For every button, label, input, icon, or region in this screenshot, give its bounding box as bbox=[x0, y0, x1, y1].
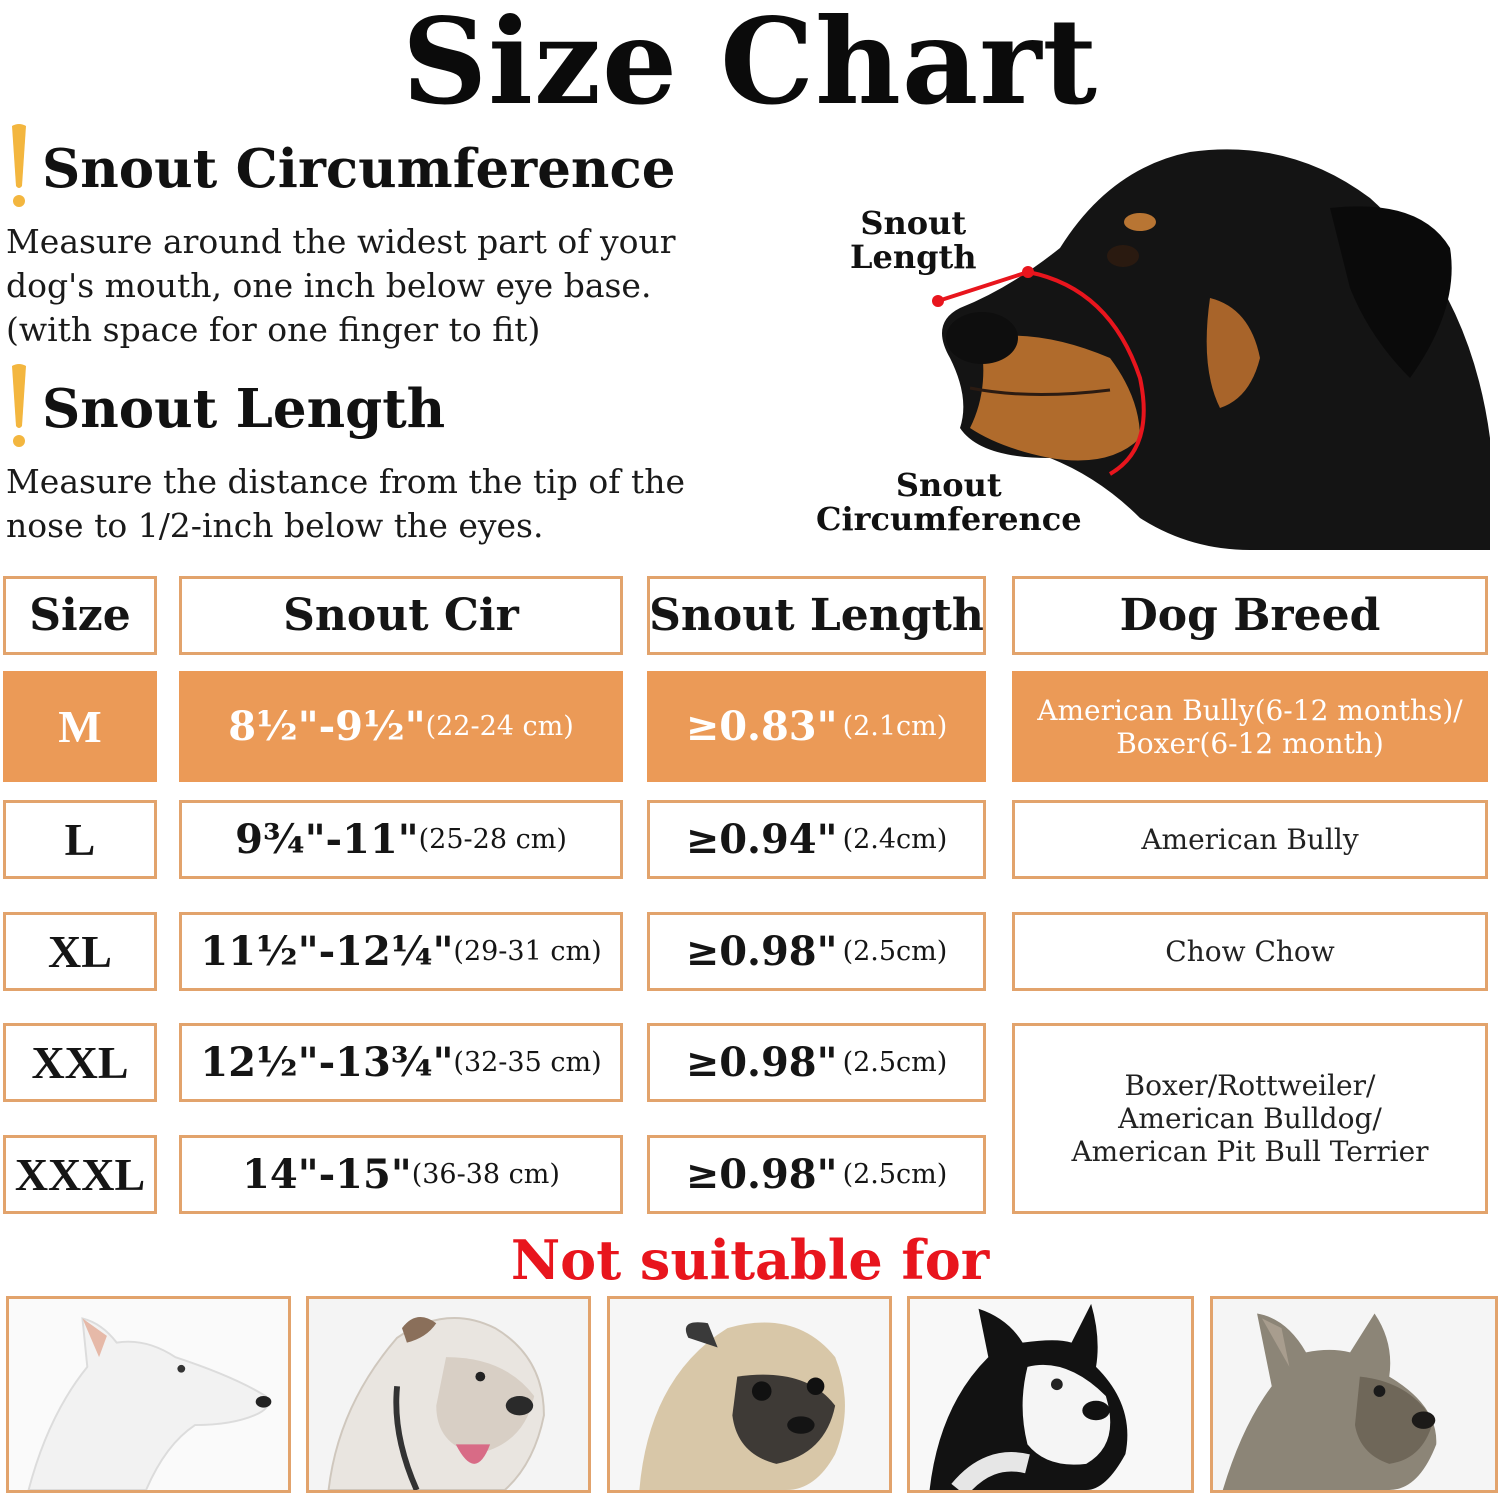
table-row-breed bbox=[1012, 912, 1488, 991]
size-value: XXXL bbox=[14, 1149, 146, 1200]
size-value: XL bbox=[48, 926, 112, 977]
table-row-length bbox=[647, 912, 986, 991]
circumference-instructions bbox=[6, 220, 676, 352]
breed-line: American Bully(6-12 months)/ bbox=[1037, 693, 1463, 727]
breed-line: Boxer(6-12 month) bbox=[1116, 726, 1384, 760]
size-value: XXL bbox=[31, 1037, 129, 1088]
label-line: Length bbox=[850, 238, 977, 276]
table-row-cir bbox=[179, 671, 623, 782]
table-row-size bbox=[3, 1135, 157, 1214]
table-row-cir bbox=[179, 912, 623, 991]
instruction-line: nose to 1/2-inch below the eyes. bbox=[6, 506, 544, 545]
length-cm: (2.5cm) bbox=[842, 1159, 948, 1190]
snout-circumference-label bbox=[816, 468, 1082, 536]
length-cm: (2.5cm) bbox=[842, 1047, 948, 1078]
table-row-length bbox=[647, 1023, 986, 1102]
table-row-size bbox=[3, 671, 157, 782]
header-label: Size bbox=[29, 590, 131, 641]
table-row-length bbox=[647, 671, 986, 782]
length-inches: ≥0.98" bbox=[685, 1039, 838, 1086]
table-row-size bbox=[3, 1023, 157, 1102]
label-line: Snout bbox=[895, 466, 1002, 504]
length-inches: ≥0.98" bbox=[685, 928, 838, 975]
length-inches: ≥0.83" bbox=[685, 703, 838, 750]
instruction-line: dog's mouth, one inch below eye base. bbox=[6, 266, 652, 305]
label-line: Circumference bbox=[816, 500, 1082, 538]
breed-line: American Pit Bull Terrier bbox=[1071, 1135, 1429, 1168]
length-cm: (2.4cm) bbox=[842, 824, 948, 855]
header-dog-breed bbox=[1012, 576, 1488, 655]
instruction-line: (with space for one finger to fit) bbox=[6, 310, 541, 349]
instruction-line: Measure the distance from the tip of the bbox=[6, 462, 686, 501]
table-row-size bbox=[3, 800, 157, 879]
cir-cm: (25-28 cm) bbox=[418, 824, 567, 855]
french-bulldog-photo bbox=[1210, 1296, 1498, 1493]
cir-inches: 12½"-13¾" bbox=[200, 1039, 454, 1086]
rottweiler-measurement-image bbox=[810, 138, 1500, 550]
table-row-breed bbox=[1012, 800, 1488, 879]
breed-line: Chow Chow bbox=[1165, 935, 1335, 968]
warning-icon bbox=[6, 122, 34, 210]
section-heading-circumference: Snout Circumference bbox=[42, 138, 676, 200]
table-row-cir bbox=[179, 800, 623, 879]
cir-cm: (32-35 cm) bbox=[453, 1047, 602, 1078]
table-row-cir bbox=[179, 1023, 623, 1102]
header-snout-length bbox=[647, 576, 986, 655]
table-merged-breed bbox=[1012, 1023, 1488, 1214]
header-label: Dog Breed bbox=[1119, 590, 1381, 641]
cir-inches: 14"-15" bbox=[242, 1151, 412, 1198]
size-value: M bbox=[58, 701, 102, 752]
header-snout-cir bbox=[179, 576, 623, 655]
pug-photo bbox=[607, 1296, 892, 1493]
length-inches: ≥0.98" bbox=[685, 1151, 838, 1198]
boston-terrier-photo bbox=[907, 1296, 1194, 1493]
breed-line: American Bully bbox=[1141, 823, 1359, 856]
cir-inches: 8½"-9½" bbox=[228, 703, 426, 750]
header-label: Snout Length bbox=[649, 590, 984, 641]
not-suitable-heading: Not suitable for bbox=[510, 1228, 990, 1292]
length-cm: (2.1cm) bbox=[842, 711, 948, 742]
table-row-length bbox=[647, 800, 986, 879]
cir-cm: (36-38 cm) bbox=[411, 1159, 560, 1190]
table-row-size bbox=[3, 912, 157, 991]
length-inches: ≥0.94" bbox=[685, 816, 838, 863]
length-cm: (2.5cm) bbox=[842, 936, 948, 967]
cir-inches: 11½"-12¼" bbox=[200, 928, 454, 975]
english-bulldog-photo bbox=[306, 1296, 591, 1493]
table-row-length bbox=[647, 1135, 986, 1214]
breed-line: American Bulldog/ bbox=[1118, 1102, 1382, 1135]
label-line: Snout bbox=[860, 204, 967, 242]
section-heading-length: Snout Length bbox=[42, 378, 446, 440]
page-title: Size Chart bbox=[401, 0, 1099, 131]
cir-cm: (22-24 cm) bbox=[425, 711, 574, 742]
table-row-breed bbox=[1012, 671, 1488, 782]
breed-line: Boxer/Rottweiler/ bbox=[1124, 1069, 1376, 1102]
cir-cm: (29-31 cm) bbox=[453, 936, 602, 967]
size-value: L bbox=[64, 814, 96, 865]
warning-icon bbox=[6, 362, 34, 450]
instruction-line: Measure around the widest part of your bbox=[6, 222, 676, 261]
snout-length-label bbox=[850, 206, 977, 274]
header-size bbox=[3, 576, 157, 655]
header-label: Snout Cir bbox=[283, 590, 519, 641]
length-instructions bbox=[6, 460, 685, 548]
table-row-cir bbox=[179, 1135, 623, 1214]
cir-inches: 9¾"-11" bbox=[235, 816, 419, 863]
bull-terrier-photo bbox=[6, 1296, 291, 1493]
